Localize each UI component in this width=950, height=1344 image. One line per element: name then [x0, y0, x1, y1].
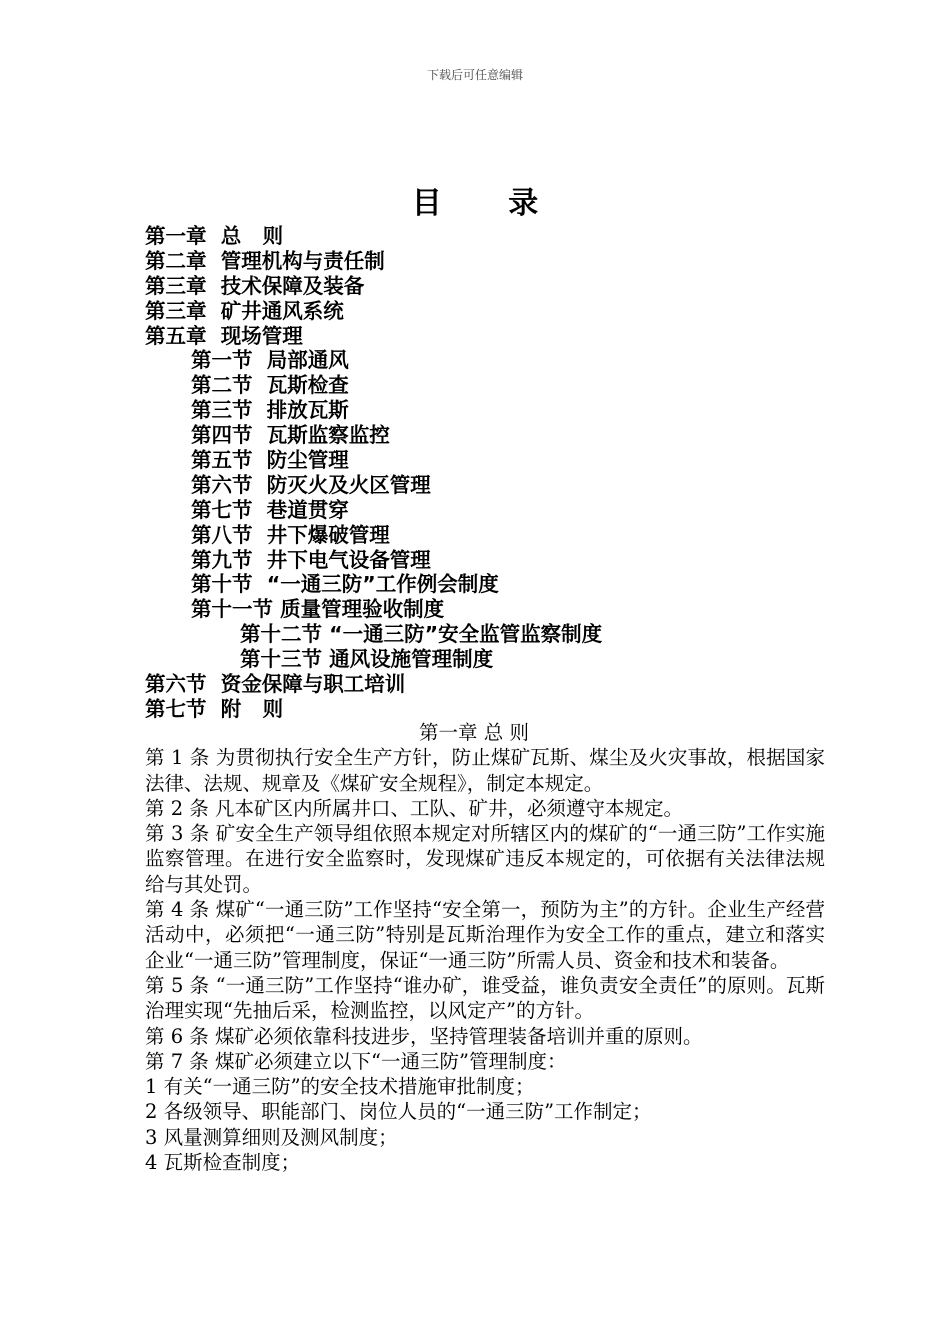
toc-entry: 第六节 资金保障与职工培训 [145, 672, 406, 697]
article-paragraph: 第 5 条 “一通三防”工作坚持“谁办矿，谁受益，谁负责安全责任”的原则。瓦斯治理实现“先抽后采，检测监控，以风定产”的方针。 [145, 973, 825, 1023]
page-header-note: 下载后可任意编辑 [426, 68, 523, 82]
article-paragraph: 第 2 条 凡本矿区内所属井口、工队、矿井，必须遵守本规定。 [145, 796, 684, 820]
document-body [145, 720, 825, 1175]
chapter-heading: 第一章 总 则 [419, 721, 529, 744]
toc-title: 目 录 [411, 186, 567, 221]
article-paragraph: 第 3 条 矿安全生产领导组依照本规定对所辖区内的煤矿的“一通三防”工作实施监察管理。在进行安全监察时，发现煤矿违反本规定的，可依据有关法律法规给与其处罚。 [145, 822, 825, 896]
toc-entry: 第八节 井下爆破管理 [191, 522, 390, 547]
toc-entry: 第九节 井下电气设备管理 [191, 547, 431, 572]
toc-entry: 第七节 巷道贯穿 [191, 497, 349, 522]
toc-entry: 第十二节 “一通三防”安全监管监察制度 [240, 622, 603, 647]
toc-entry: 第五章 现场管理 [145, 323, 303, 348]
toc-entry: 第七节 附 则 [145, 696, 284, 721]
toc-entry: 第一章 总 则 [145, 224, 284, 248]
toc-entry: 第十一节 质量管理验收制度 [191, 597, 445, 622]
toc-entry: 第五节 防尘管理 [191, 448, 349, 473]
toc-entry: 第一节 局部通风 [191, 348, 349, 373]
table-of-contents [0, 224, 950, 722]
toc-entry: 第十节 “一通三防”工作例会制度 [191, 572, 499, 597]
toc-entry: 第六节 防灭火及火区管理 [191, 472, 431, 497]
toc-entry: 第二章 管理机构与责任制 [145, 248, 385, 273]
toc-entry: 第三章 矿井通风系统 [145, 298, 344, 323]
article-paragraph: 第 1 条 为贯彻执行安全生产方针，防止煤矿瓦斯、煤尘及火灾事故，根据国家法律、法规、规章及《煤矿安全规程》，制定本规定。 [145, 746, 825, 795]
paragraph-list [145, 745, 825, 1175]
toc-entry: 第四节 瓦斯监察监控 [191, 423, 390, 448]
toc-entry: 第三章 技术保障及装备 [145, 273, 365, 298]
toc-entry: 第二节 瓦斯检查 [191, 373, 349, 398]
article-paragraph: 第 4 条 煤矿“一通三防”工作坚持“安全第一，预防为主”的方针。企业生产经营活动中，必须把“一通三防”特别是瓦斯治理作为安全工作的重点，建立和落实企业“一通三防”管理制度，保证“一通三防”所需人员、资金和技术和装备。 [145, 898, 825, 972]
article-paragraph: 1 有关“一通三防”的安全技术措施审批制度； [145, 1075, 535, 1099]
article-paragraph: 第 6 条 煤矿必须依靠科技进步，坚持管理装备培训并重的原则。 [145, 1024, 703, 1048]
article-paragraph: 第 7 条 煤矿必须建立以下“一通三防”管理制度： [145, 1049, 567, 1073]
article-paragraph: 2 各级领导、职能部门、岗位人员的“一通三防”工作制定； [145, 1100, 652, 1124]
toc-entry: 第三节 排放瓦斯 [191, 398, 349, 423]
toc-entry: 第十三节 通风设施管理制度 [240, 647, 494, 672]
article-paragraph: 4 瓦斯检查制度； [145, 1151, 301, 1175]
article-paragraph: 3 风量测算细则及测风制度； [145, 1125, 398, 1149]
